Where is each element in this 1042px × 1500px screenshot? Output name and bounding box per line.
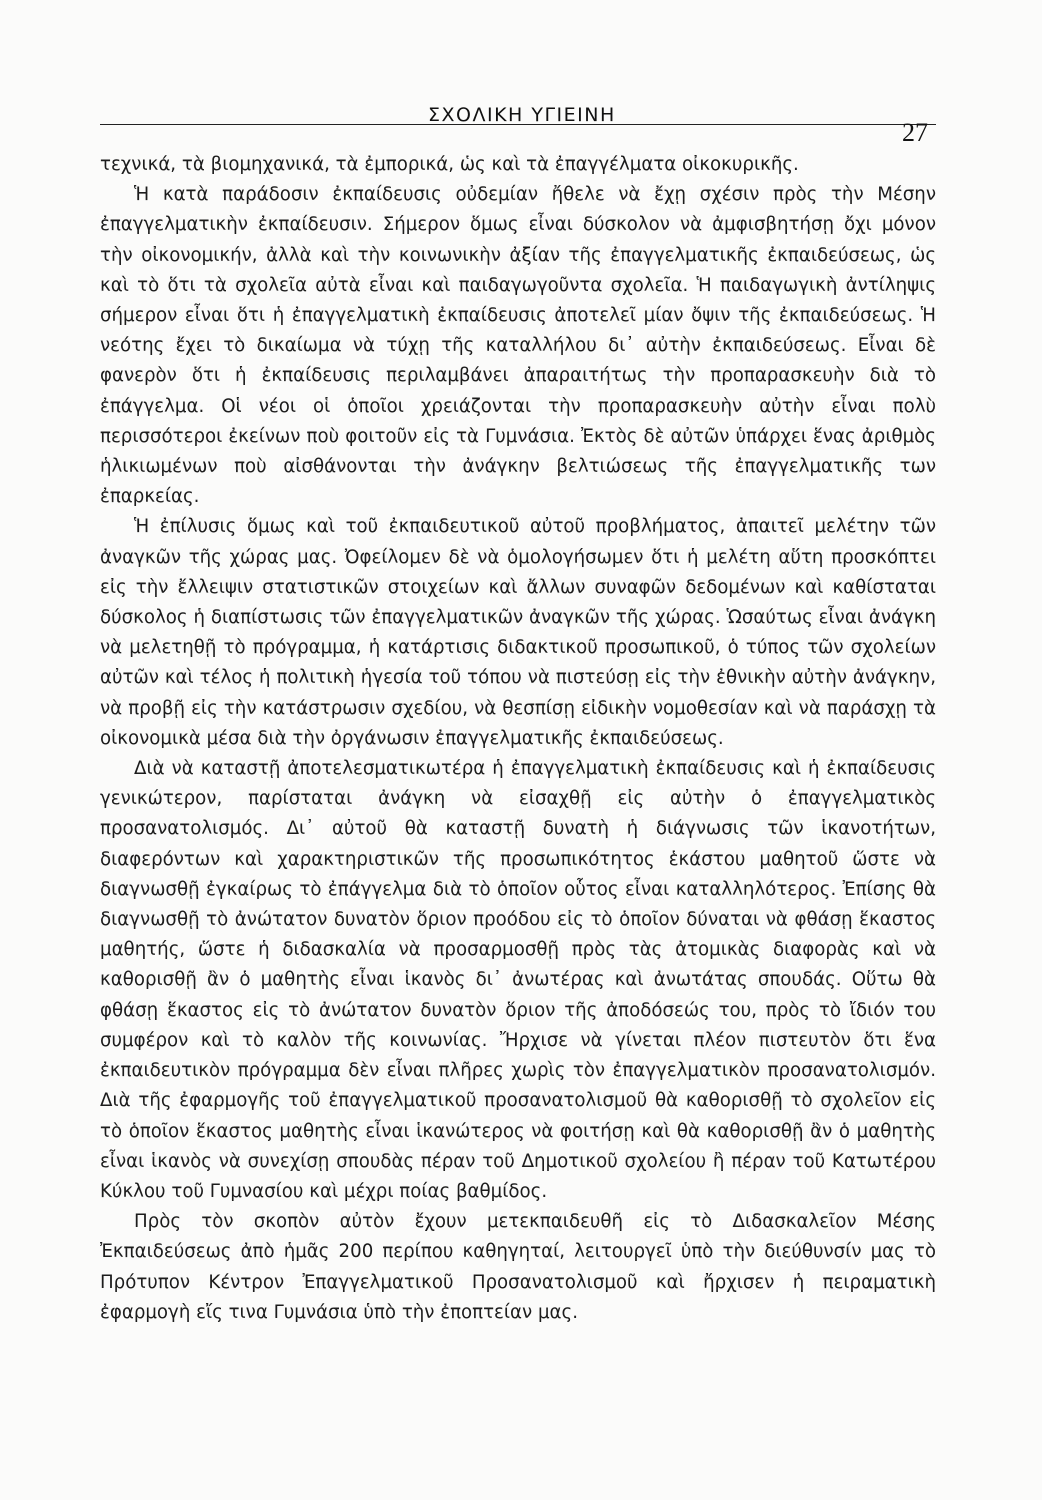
paragraph: Ἡ κατὰ παράδοσιν ἐκπαίδευσις οὐδεμίαν ἤθελε νὰ ἔχῃ σχέσιν πρὸς τὴν Μέσην ἐπαγγελματικὴν ἐκπαίδευσιν. Σήμερον ὅμως εἶναι δύσκολον νὰ ἀμφισβητήσῃ ὄχι μόνον τὴν οἰκονομικήν, ἀλλὰ καὶ τὴν κοινωνικὴν ἀξίαν τῆς ἐπαγγελματικῆς ἐκπαιδεύσεως, ὡς καὶ τὸ ὅτι τὰ σχολεῖα αὐτὰ εἶναι καὶ παιδαγωγοῦντα σχολεῖα. Ἡ παιδαγωγικὴ ἀντίληψις σήμερον εἶναι ὅτι ἡ ἐπαγγελματικὴ ἐκπαίδευσις ἀποτελεῖ μίαν ὄψιν τῆς ἐκπαιδεύσεως. Ἡ νεότης ἔχει τὸ δικαίωμα νὰ τύχῃ τῆς καταλλήλου δι᾽ αὐτὴν ἐκπαιδεύσεως. Εἶναι δὲ φανερὸν ὅτι ἡ ἐκπαίδευσις περιλαμβάνει ἀπαραιτήτως τὴν προπαρασκευὴν διὰ τὸ ἐπάγγελμα. Οἱ νέοι οἱ ὁποῖοι χρειάζονται τὴν προπαρασκευὴν αὐτὴν εἶναι πολὺ περισσότεροι ἐκείνων ποὺ φοιτοῦν εἰς τὰ Γυμνάσια. Ἐκτὸς δὲ αὐτῶν ὑπάρχει ἕνας ἀριθμὸς ἡλικιωμένων ποὺ αἰσθάνονται τὴν ἀνάγκην βελτιώσεως τῆς ἐπαγγελματικῆς των ἐπαρκείας. [100, 184, 936, 508]
header-rule [100, 124, 936, 125]
page-header [100, 104, 936, 154]
paragraph-continuation: τεχνικά, τὰ βιομηχανικά, τὰ ἐμπορικά, ὡς καὶ τὰ ἐπαγγέλματα οἰκοκυρικῆς. [100, 154, 799, 175]
paragraph: Πρὸς τὸν σκοπὸν αὐτὸν ἔχουν μετεκπαιδευθῆ εἰς τὸ Διδασκαλεῖον Μέσης Ἐκπαιδεύσεως ἀπὸ ἡμᾶς 200 περίπου καθηγηταί, λειτουργεῖ ὑπὸ τὴν διεύθυνσίν μας τὸ Πρότυπον Κέντρον Ἐπαγγελματικοῦ Προσανατολισμοῦ καὶ ἤρχισεν ἡ πειραματικὴ ἐφαρμογὴ εἴς τινα Γυμνάσια ὑπὸ τὴν ἐποπτείαν μας. [100, 1211, 936, 1323]
paragraph: Ἡ ἐπίλυσις ὅμως καὶ τοῦ ἐκπαιδευτικοῦ αὐτοῦ προβλήματος, ἀπαιτεῖ μελέτην τῶν ἀναγκῶν τῆς χώρας μας. Ὀφείλομεν δὲ νὰ ὁμολογήσωμεν ὅτι ἡ μελέτη αὕτη προσκόπτει εἰς τὴν ἔλλειψιν στατιστικῶν στοιχείων καὶ ἄλλων συναφῶν δεδομένων καὶ καθίσταται δύσκολος ἡ διαπίστωσις τῶν ἐπαγγελματικῶν ἀναγκῶν τῆς χώρας. Ὡσαύτως εἶναι ἀνάγκη νὰ μελετηθῇ τὸ πρόγραμμα, ἡ κατάρτισις διδακτικοῦ προσωπικοῦ, ὁ τύπος τῶν σχολείων αὐτῶν καὶ τέλος ἡ πολιτικὴ ἡγεσία τοῦ τόπου νὰ πιστεύσῃ εἰς τὴν ἐθνικὴν αὐτὴν ἀνάγκην, νὰ προβῇ εἰς τὴν κατάστρωσιν σχεδίου, νὰ θεσπίσῃ εἰδικὴν νομοθεσίαν καὶ νὰ παράσχῃ τὰ οἰκονομικὰ μέσα διὰ τὴν ὀργάνωσιν ἐπαγγελματικῆς ἐκπαιδεύσεως. [100, 516, 936, 749]
paragraph: Διὰ νὰ καταστῇ ἀποτελεσματικωτέρα ἡ ἐπαγγελματικὴ ἐκπαίδευσις καὶ ἡ ἐκπαίδευσις γενικώτερον, παρίσταται ἀνάγκη νὰ εἰσαχθῇ εἰς αὐτὴν ὁ ἐπαγγελματικὸς προσανατολισμός. Δι᾽ αὐτοῦ θὰ καταστῇ δυνατὴ ἡ διάγνωσις τῶν ἱκανοτήτων, διαφερόντων καὶ χαρακτηριστικῶν τῆς προσωπικότητος ἑκάστου μαθητοῦ ὥστε νὰ διαγνωσθῇ ἐγκαίρως τὸ ἐπάγγελμα διὰ τὸ ὁποῖον οὗτος εἶναι καταλληλότερος. Ἐπίσης θὰ διαγνωσθῇ τὸ ἀνώτατον δυνατὸν ὅριον προόδου εἰς τὸ ὁποῖον δύναται νὰ φθάσῃ ἕκαστος μαθητής, ὥστε ἡ διδασκαλία νὰ προσαρμοσθῇ πρὸς τὰς ἀτομικὰς διαφορὰς καὶ νὰ καθορισθῇ ἂν ὁ μαθητὴς εἶναι ἱκανὸς δι᾽ ἀνωτέρας καὶ ἀνωτάτας σπουδάς. Οὕτω θὰ φθάσῃ ἕκαστος εἰς τὸ ἀνώτατον δυνατὸν ὅριον τῆς ἀποδόσεώς του, πρὸς τὸ ἴδιόν του συμφέρον καὶ τὸ καλὸν τῆς κοινωνίας. Ἤρχισε νὰ γίνεται πλέον πιστευτὸν ὅτι ἕνα ἐκπαιδευτικὸν πρόγραμμα δὲν εἶναι πλῆρες χωρὶς τὸν ἐπαγγελματικὸν προσανατολισμόν. Διὰ τῆς ἐφαρμογῆς τοῦ ἐπαγγελματικοῦ προσανατολισμοῦ θὰ καθορισθῇ τὸ σχολεῖον εἰς τὸ ὁποῖον ἕκαστος μαθητὴς εἶναι ἱκανώτερος νὰ φοιτήσῃ καὶ θὰ καθορισθῇ ἂν ὁ μαθητὴς εἶναι ἱκανὸς νὰ συνεχίσῃ σπουδὰς πέραν τοῦ Δημοτικοῦ σχολείου ἢ πέραν τοῦ Κατωτέρου Κύκλου τοῦ Γυμνασίου καὶ μέχρι ποίας βαθμίδος. [100, 758, 936, 1202]
body-text [100, 150, 936, 1328]
running-title: ΣΧΟΛΙΚΗ ΥΓΙΕΙΝΗ [428, 104, 616, 126]
page-number: 27 [902, 118, 928, 147]
